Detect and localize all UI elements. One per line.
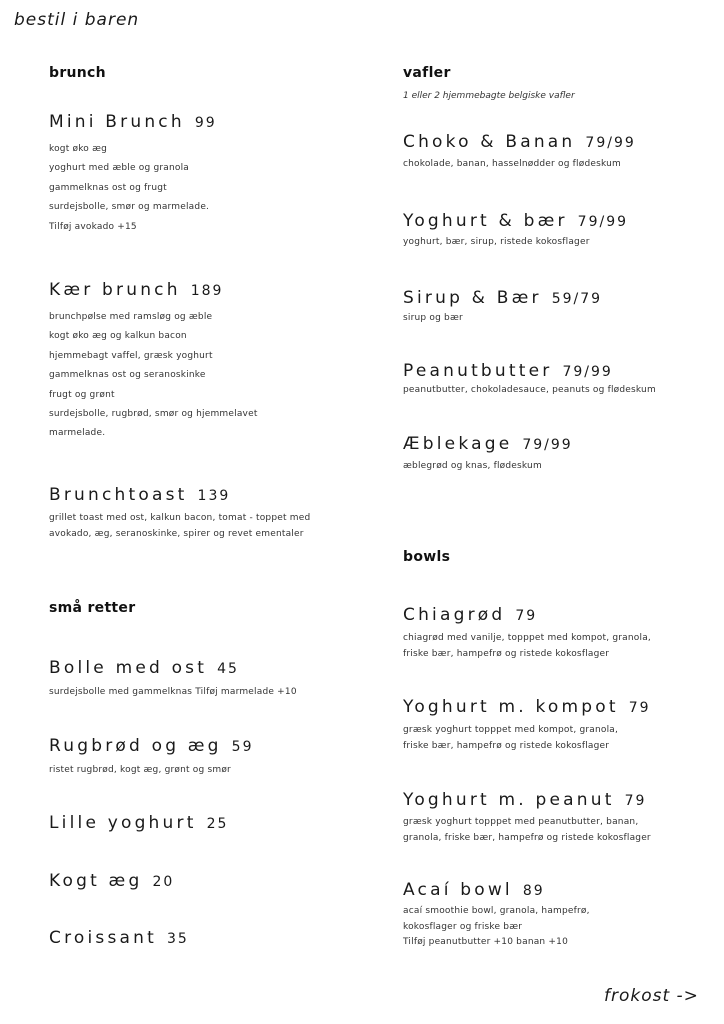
- section-heading-brunch: brunch: [49, 65, 106, 81]
- description-line: græsk yoghurt topppet med kompot, granola,: [403, 725, 619, 735]
- menu-item-yoghurt-peanut: [403, 790, 646, 810]
- menu-item-lille-yoghurt: [49, 813, 228, 833]
- item-price: 79: [515, 608, 538, 624]
- section-heading-bowls: bowls: [403, 549, 451, 565]
- description-line: yoghurt med æble og granola: [49, 163, 190, 174]
- item-description-bolle-med-ost: surdejsbolle med gammelknas Tilføj marmelade +10: [49, 687, 297, 697]
- item-price: 45: [217, 661, 239, 677]
- section-heading-waffles: vafler: [403, 65, 451, 81]
- description-line: Tilføj avokado +15: [49, 221, 137, 232]
- item-name: Chiagrød: [403, 605, 506, 625]
- menu-item-rugbroed-og-aeg: [49, 736, 254, 756]
- item-name: Yoghurt m. peanut: [403, 790, 615, 810]
- item-name: Sirup & Bær: [403, 288, 542, 308]
- item-price: 79: [624, 793, 647, 809]
- description-line: gammelknas ost og frugt: [49, 182, 167, 193]
- item-description-rugbroed-og-aeg: ristet rugbrød, kogt æg, grønt og smør: [49, 765, 231, 775]
- description-line: acaí smoothie bowl, granola, hampefrø,: [403, 906, 590, 916]
- item-description-brunchtoast: [49, 511, 310, 542]
- item-price: 189: [190, 283, 224, 299]
- item-description-aeblekage: æblegrød og knas, flødeskum: [403, 461, 542, 471]
- description-line: avokado, æg, seranoskinke, spirer og revet ementaler: [49, 528, 304, 539]
- item-price: 79/99: [577, 214, 629, 230]
- item-name: Brunchtoast: [49, 485, 188, 505]
- description-line: kogt øko æg: [49, 144, 108, 154]
- description-line: Tilføj peanutbutter +10 banan +10: [403, 937, 568, 947]
- description-line: chiagrød med vanilje, topppet med kompot, granola,: [403, 633, 651, 643]
- item-price: 20: [152, 874, 175, 890]
- description-line: kogt øko æg og kalkun bacon: [49, 331, 187, 342]
- item-description-kaer-brunch: [49, 308, 258, 444]
- item-price: 79/99: [522, 437, 573, 453]
- item-description-peanutbutter: peanutbutter, chokoladesauce, peanuts og flødeskum: [403, 385, 656, 395]
- description-line: græsk yoghurt topppet med peanutbutter, banan,: [403, 817, 639, 827]
- item-name: Croissant: [49, 928, 157, 948]
- item-price: 89: [522, 883, 545, 899]
- item-name: Æblekage: [403, 434, 513, 454]
- item-price: 99: [194, 115, 217, 131]
- description-line: hjemmebagt vaffel, græsk yoghurt: [49, 350, 213, 361]
- section-subtitle-waffles: 1 eller 2 hjemmebagte belgiske vafler: [403, 91, 575, 101]
- description-line: friske bær, hampefrø og ristede kokosflager: [403, 648, 610, 659]
- menu-item-yoghurt-kompot: [403, 697, 651, 717]
- item-price: 79/99: [585, 135, 636, 151]
- menu-item-croissant: [49, 928, 189, 948]
- description-line: grillet toast med ost, kalkun bacon, tomat - toppet med: [49, 513, 311, 523]
- item-name: Choko & Banan: [403, 132, 576, 152]
- item-name: Mini Brunch: [49, 112, 185, 132]
- item-price: 35: [166, 931, 189, 947]
- order-at-bar-note: bestil i baren: [14, 10, 140, 30]
- menu-item-sirup-baer: [403, 288, 602, 308]
- description-line: surdejsbolle, rugbrød, smør og hjemmelavet: [49, 408, 258, 419]
- item-name: Lille yoghurt: [49, 813, 197, 833]
- item-name: Rugbrød og æg: [49, 736, 222, 756]
- item-price: 25: [206, 816, 229, 832]
- item-description-yoghurt-baer: yoghurt, bær, sirup, ristede kokosflager: [403, 237, 590, 247]
- section-heading-small-dishes: små retter: [49, 600, 136, 616]
- menu-item-brunchtoast: [49, 485, 230, 505]
- item-price: 139: [197, 488, 231, 504]
- item-name: Peanutbutter: [403, 361, 553, 381]
- item-name: Kogt æg: [49, 871, 143, 891]
- menu-item-mini-brunch: [49, 112, 217, 132]
- description-line: gammelknas ost og seranoskinke: [49, 370, 206, 381]
- item-description-yoghurt-kompot: [403, 723, 618, 754]
- menu-item-yoghurt-baer: [403, 211, 628, 231]
- item-description-choko-banan: chokolade, banan, hasselnødder og flødeskum: [403, 159, 621, 169]
- item-price: 79: [628, 700, 651, 716]
- item-name: Yoghurt m. kompot: [403, 697, 619, 717]
- item-name: Kær brunch: [49, 280, 181, 300]
- next-page-lunch-link[interactable]: frokost ->: [604, 986, 699, 1006]
- menu-item-choko-banan: [403, 132, 636, 152]
- menu-item-chiagroed: [403, 605, 537, 625]
- menu-item-bolle-med-ost: [49, 658, 239, 678]
- description-line: frugt og grønt: [49, 389, 115, 400]
- menu-item-kaer-brunch: [49, 280, 223, 300]
- menu-item-acai-bowl: [403, 880, 545, 900]
- item-description-chiagroed: [403, 631, 651, 662]
- item-description-yoghurt-peanut: [403, 815, 651, 846]
- item-name: Yoghurt & bær: [403, 211, 568, 231]
- item-price: 59: [231, 739, 254, 755]
- item-price: 59/79: [551, 291, 603, 307]
- item-description-mini-brunch: [49, 140, 209, 237]
- menu-item-kogt-aeg: [49, 871, 174, 891]
- description-line: friske bær, hampefrø og ristede kokosflager: [403, 740, 610, 751]
- menu-item-peanutbutter: [403, 361, 613, 381]
- item-description-sirup-baer: sirup og bær: [403, 313, 463, 323]
- item-name: Acaí bowl: [403, 880, 513, 900]
- item-name: Bolle med ost: [49, 658, 208, 678]
- description-line: surdejsbolle, smør og marmelade.: [49, 202, 210, 213]
- description-line: brunchpølse med ramsløg og æble: [49, 312, 213, 322]
- item-description-acai-bowl: [403, 904, 590, 951]
- description-line: granola, friske bær, hampefrø og ristede kokosflager: [403, 832, 651, 843]
- description-line: kokosflager og friske bær: [403, 921, 523, 932]
- item-price: 79/99: [562, 364, 613, 380]
- description-line: marmelade.: [49, 428, 106, 439]
- menu-item-aeblekage: [403, 434, 573, 454]
